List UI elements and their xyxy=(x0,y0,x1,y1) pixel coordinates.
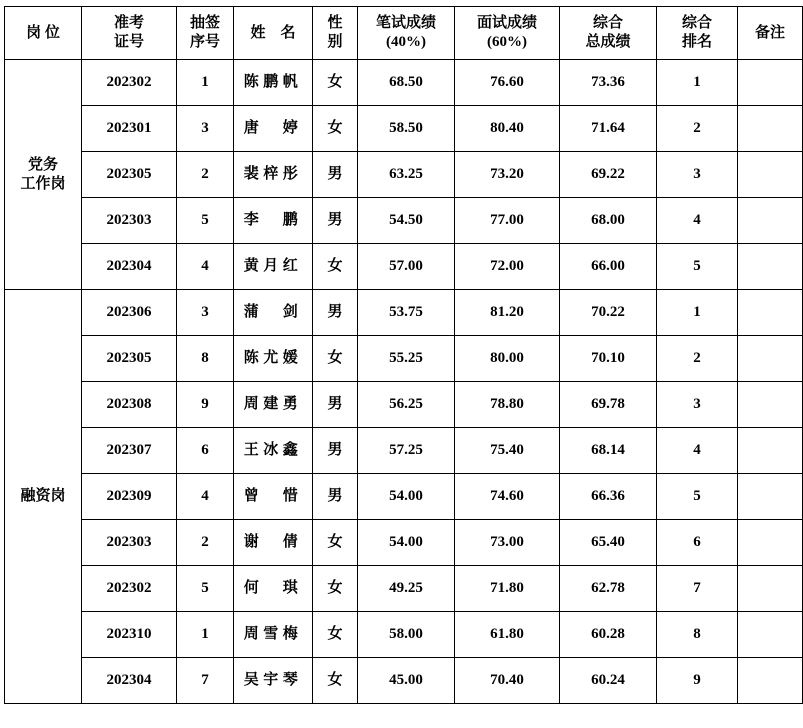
post-group-cell xyxy=(5,60,82,290)
cell-total-score: 70.22 xyxy=(560,290,657,336)
table-row xyxy=(5,382,803,428)
cell-rank: 6 xyxy=(657,520,738,566)
column-header-name xyxy=(234,7,313,60)
column-header-line: 笔试成绩 xyxy=(375,15,436,32)
cell-interview-score: 61.80 xyxy=(455,612,560,658)
cell-exam-id: 202303 xyxy=(82,198,177,244)
table-row xyxy=(5,566,803,612)
cell-draw-no: 5 xyxy=(177,566,234,612)
table-body xyxy=(5,60,803,704)
cell-name: 陈尤媛 xyxy=(234,336,313,382)
cell-gender: 男 xyxy=(313,474,358,520)
cell-remark xyxy=(738,290,803,336)
column-header-line: 抽签 xyxy=(189,15,220,32)
cell-total-score: 62.78 xyxy=(560,566,657,612)
cell-written-score: 55.25 xyxy=(358,336,455,382)
cell-remark xyxy=(738,244,803,290)
cell-gender: 女 xyxy=(313,612,358,658)
cell-gender: 男 xyxy=(313,382,358,428)
column-header-remark xyxy=(738,7,803,60)
cell-draw-no: 7 xyxy=(177,658,234,704)
cell-remark xyxy=(738,106,803,152)
cell-rank: 7 xyxy=(657,566,738,612)
cell-draw-no: 2 xyxy=(177,152,234,198)
table-header xyxy=(5,7,803,60)
column-header-line: 性 xyxy=(327,15,343,32)
cell-written-score: 54.00 xyxy=(358,520,455,566)
cell-exam-id: 202304 xyxy=(82,658,177,704)
cell-name: 吴宇琴 xyxy=(234,658,313,704)
cell-name: 周雪梅 xyxy=(234,612,313,658)
cell-rank: 2 xyxy=(657,336,738,382)
column-header-exam-id xyxy=(82,7,177,60)
cell-total-score: 60.24 xyxy=(560,658,657,704)
column-header-line: 排名 xyxy=(681,34,712,50)
cell-total-score: 69.22 xyxy=(560,152,657,198)
column-header-line: 证号 xyxy=(113,34,144,50)
cell-rank: 3 xyxy=(657,152,738,198)
cell-written-score: 56.25 xyxy=(358,382,455,428)
column-header-draw-no xyxy=(177,7,234,60)
cell-interview-score: 70.40 xyxy=(455,658,560,704)
cell-name: 谢 倩 xyxy=(234,520,313,566)
cell-total-score: 71.64 xyxy=(560,106,657,152)
cell-written-score: 54.00 xyxy=(358,474,455,520)
cell-written-score: 45.00 xyxy=(358,658,455,704)
column-header-line: 准考 xyxy=(113,15,144,32)
table-row xyxy=(5,612,803,658)
cell-total-score: 68.00 xyxy=(560,198,657,244)
cell-rank: 5 xyxy=(657,244,738,290)
cell-rank: 1 xyxy=(657,60,738,106)
cell-exam-id: 202309 xyxy=(82,474,177,520)
cell-gender: 女 xyxy=(313,244,358,290)
cell-rank: 9 xyxy=(657,658,738,704)
column-header-line: 综合 xyxy=(592,15,623,32)
column-header-line: 综合 xyxy=(681,15,712,32)
cell-exam-id: 202305 xyxy=(82,336,177,382)
cell-name: 唐 婷 xyxy=(234,106,313,152)
cell-interview-score: 73.00 xyxy=(455,520,560,566)
column-header-total-score xyxy=(560,7,657,60)
cell-name: 王冰鑫 xyxy=(234,428,313,474)
cell-written-score: 57.00 xyxy=(358,244,455,290)
column-header-line: 面试成绩 xyxy=(476,15,537,32)
cell-gender: 男 xyxy=(313,290,358,336)
cell-remark xyxy=(738,658,803,704)
cell-written-score: 49.25 xyxy=(358,566,455,612)
column-header-written-score xyxy=(358,7,455,60)
column-header-line: 序号 xyxy=(189,34,220,50)
cell-name: 陈鹏帆 xyxy=(234,60,313,106)
cell-gender: 男 xyxy=(313,152,358,198)
cell-draw-no: 3 xyxy=(177,290,234,336)
cell-name: 裴梓彤 xyxy=(234,152,313,198)
cell-rank: 8 xyxy=(657,612,738,658)
cell-written-score: 57.25 xyxy=(358,428,455,474)
cell-total-score: 68.14 xyxy=(560,428,657,474)
cell-interview-score: 80.00 xyxy=(455,336,560,382)
column-header-rank xyxy=(657,7,738,60)
cell-exam-id: 202306 xyxy=(82,290,177,336)
column-header-interview-score xyxy=(455,7,560,60)
results-table xyxy=(4,6,803,704)
cell-interview-score: 80.40 xyxy=(455,106,560,152)
table-row xyxy=(5,658,803,704)
cell-exam-id: 202301 xyxy=(82,106,177,152)
cell-exam-id: 202307 xyxy=(82,428,177,474)
cell-gender: 男 xyxy=(313,198,358,244)
cell-total-score: 60.28 xyxy=(560,612,657,658)
cell-remark xyxy=(738,152,803,198)
cell-draw-no: 5 xyxy=(177,198,234,244)
cell-interview-score: 81.20 xyxy=(455,290,560,336)
table-row xyxy=(5,474,803,520)
cell-interview-score: 76.60 xyxy=(455,60,560,106)
cell-rank: 5 xyxy=(657,474,738,520)
cell-total-score: 73.36 xyxy=(560,60,657,106)
cell-written-score: 53.75 xyxy=(358,290,455,336)
cell-remark xyxy=(738,520,803,566)
cell-gender: 女 xyxy=(313,106,358,152)
table-row xyxy=(5,290,803,336)
cell-interview-score: 72.00 xyxy=(455,244,560,290)
column-header-line: 总成绩 xyxy=(585,34,631,50)
cell-written-score: 58.00 xyxy=(358,612,455,658)
cell-name: 蒲 剑 xyxy=(234,290,313,336)
cell-exam-id: 202308 xyxy=(82,382,177,428)
table-row xyxy=(5,152,803,198)
cell-name: 周建勇 xyxy=(234,382,313,428)
cell-gender: 女 xyxy=(313,60,358,106)
column-header-gender xyxy=(313,7,358,60)
table-row xyxy=(5,60,803,106)
cell-remark xyxy=(738,382,803,428)
cell-interview-score: 74.60 xyxy=(455,474,560,520)
cell-remark xyxy=(738,566,803,612)
cell-rank: 4 xyxy=(657,428,738,474)
cell-remark xyxy=(738,336,803,382)
column-header-line: 姓 名 xyxy=(250,24,296,41)
cell-draw-no: 9 xyxy=(177,382,234,428)
cell-exam-id: 202302 xyxy=(82,566,177,612)
cell-total-score: 65.40 xyxy=(560,520,657,566)
cell-written-score: 54.50 xyxy=(358,198,455,244)
table-row xyxy=(5,106,803,152)
cell-gender: 女 xyxy=(313,658,358,704)
cell-remark xyxy=(738,428,803,474)
column-header-post xyxy=(5,7,82,60)
cell-name: 李 鹏 xyxy=(234,198,313,244)
cell-draw-no: 6 xyxy=(177,428,234,474)
cell-written-score: 63.25 xyxy=(358,152,455,198)
post-label-line: 融资岗 xyxy=(20,488,66,505)
cell-written-score: 58.50 xyxy=(358,106,455,152)
cell-gender: 女 xyxy=(313,336,358,382)
cell-draw-no: 2 xyxy=(177,520,234,566)
column-header-line: (60%) xyxy=(487,34,527,50)
post-label-line: 工作岗 xyxy=(20,175,66,192)
cell-name: 何 琪 xyxy=(234,566,313,612)
table-row xyxy=(5,198,803,244)
column-header-line: 备注 xyxy=(754,24,785,41)
table-row xyxy=(5,336,803,382)
cell-interview-score: 71.80 xyxy=(455,566,560,612)
cell-exam-id: 202310 xyxy=(82,612,177,658)
header-row xyxy=(5,7,803,60)
cell-rank: 3 xyxy=(657,382,738,428)
cell-total-score: 66.36 xyxy=(560,474,657,520)
cell-interview-score: 77.00 xyxy=(455,198,560,244)
table-row xyxy=(5,520,803,566)
cell-draw-no: 8 xyxy=(177,336,234,382)
cell-draw-no: 4 xyxy=(177,474,234,520)
table-row xyxy=(5,244,803,290)
cell-exam-id: 202304 xyxy=(82,244,177,290)
cell-name: 曾 惜 xyxy=(234,474,313,520)
cell-total-score: 66.00 xyxy=(560,244,657,290)
cell-exam-id: 202302 xyxy=(82,60,177,106)
cell-draw-no: 1 xyxy=(177,612,234,658)
cell-remark xyxy=(738,198,803,244)
cell-name: 黄月红 xyxy=(234,244,313,290)
cell-rank: 2 xyxy=(657,106,738,152)
cell-exam-id: 202305 xyxy=(82,152,177,198)
cell-exam-id: 202303 xyxy=(82,520,177,566)
cell-remark xyxy=(738,60,803,106)
cell-gender: 女 xyxy=(313,520,358,566)
column-header-line: (40%) xyxy=(386,34,426,50)
cell-interview-score: 75.40 xyxy=(455,428,560,474)
cell-written-score: 68.50 xyxy=(358,60,455,106)
cell-gender: 男 xyxy=(313,428,358,474)
post-group-cell xyxy=(5,290,82,704)
cell-draw-no: 3 xyxy=(177,106,234,152)
cell-remark xyxy=(738,612,803,658)
cell-rank: 4 xyxy=(657,198,738,244)
cell-draw-no: 4 xyxy=(177,244,234,290)
cell-interview-score: 78.80 xyxy=(455,382,560,428)
cell-remark xyxy=(738,474,803,520)
column-header-line: 岗 位 xyxy=(26,24,60,41)
table-row xyxy=(5,428,803,474)
post-label-line: 党务 xyxy=(27,156,58,173)
cell-total-score: 70.10 xyxy=(560,336,657,382)
cell-gender: 女 xyxy=(313,566,358,612)
cell-rank: 1 xyxy=(657,290,738,336)
cell-interview-score: 73.20 xyxy=(455,152,560,198)
cell-draw-no: 1 xyxy=(177,60,234,106)
column-header-line: 别 xyxy=(327,34,343,50)
cell-total-score: 69.78 xyxy=(560,382,657,428)
